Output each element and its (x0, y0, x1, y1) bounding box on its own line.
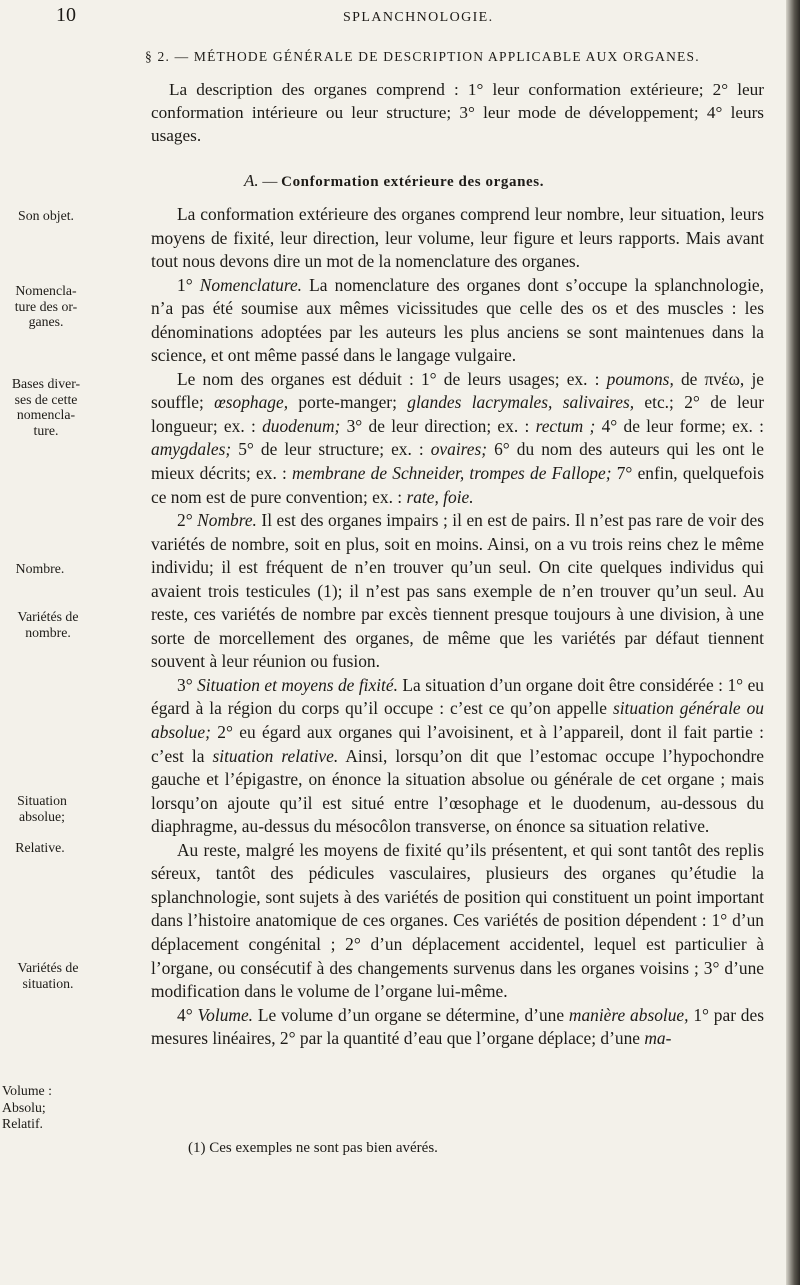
subsection-title: Conformation extérieure des organes. (281, 174, 545, 190)
margin-note-relative: Relative. (15, 840, 65, 855)
paragraph-volume: 4° Volume. Le volume d’un organe se détermine, d’une manière absolue, 1° par des mesures linéaires, 2° par la quantité d’eau que l’organe déplace; d’une ma- (151, 1004, 764, 1049)
margin-note-nomenclature: Nomencla- ture des or- ganes. (14, 283, 78, 329)
subsection-letter: A. (244, 171, 259, 190)
paragraph-situation: 3° Situation et moyens de fixité. La situation d’un organe doit être considérée : 1° eu égard à la région du corps qu’il occupe : c’est ce qu’on appelle situation générale ou absolue; 2° eu égard aux organes qui l’avoisinent, et à l’appareil, dont il fait partie : c’est la situation relative. Ainsi, lorsqu’on dit que l’estomac occupe l’hypochondre gauche et l’épigastre, on énonce la situation absolue ou générale de cet organe ; mais lorsqu’on ajoute qu’il est situé entre l’œsophage et le duodenum, au-dessous du diaphragme, au-dessus du mésocôlon transverse, on énonce sa situation relative. (151, 674, 765, 837)
paragraph-1: La conformation extérieure des organes comprend leur nombre, leur situation, leurs moyens de fixité, leur direction, leur volume, leur figure et leurs rapports. Mais avant tout nous devons dire un mot de la nomenclature des organes. (151, 204, 764, 272)
paragraph-bases: Le nom des organes est déduit : 1° de leurs usages; ex. : poumons, de πνέω, je souffle; œsophage, porte-manger; glandes lacrymales, salivaires, etc.; 2° de leur longueur; ex. : duodenum; 3° de leur direction; ex. : rectum ; 4° de leur forme; ex. : amygdales; 5° de leur structure; ex. : ovaires; 6° du nom des auteurs qui les ont le mieux décrits; ex. : membrane de Schneider, trompes de Fallope; 7° enfin, quelquefois ce nom est de pure convention; ex. : rate, foie. (151, 368, 764, 507)
page-edge-shadow (786, 0, 800, 1285)
margin-note-varietes-situation: Variétés de situation. (17, 960, 79, 991)
section-title: § 2. — MÉTHODE GÉNÉRALE DE DESCRIPTION APPLICABLE AUX ORGANES. (145, 49, 700, 64)
margin-note-bases: Bases diver- ses de cette nomencla- ture. (11, 376, 81, 438)
page-number: 10 (56, 4, 76, 26)
main-text (151, 203, 764, 1051)
subsection-heading (244, 171, 544, 191)
margin-note-objet: Son objet. (18, 208, 74, 223)
paragraph-varietes-position: Au reste, malgré les moyens de fixité qu’ils présentent, et qui sont tantôt des replis séreux, tantôt des pédicules vasculaires, plusieurs des organes qu’étudie la splanchnologie, sont sujets à des variétés de position qui constituent un point important dans l’histoire anatomique de ces organes. Ces variétés de position dépendent : 1° d’un déplacement congénital ; 2° d’un déplacement accidentel, lequel est particulier à l’organe, ou consécutif à des changements survenus dans les organes voisins ; 3° d’une modification dans le volume de l’organe lui-même. (151, 839, 764, 1002)
paragraph-nomenclature: 1° Nomenclature. La nomenclature des organes dont s’occupe la splanchnologie, n’a pas été soumise aux mêmes vicissitudes que celle des os et des muscles : les dénominations adoptées par les auteurs les plus anciens se sont maintenues dans la science, et ont même passé dans le langage vulgaire. (151, 274, 764, 366)
section-intro: La description des organes comprend : 1° leur conformation extérieure; 2° leur conformation intérieure ou leur structure; 3° leur mode de développement; 4° leurs usages. (151, 80, 764, 145)
footnote: (1) Ces exemples ne sont pas bien avérés. (188, 1140, 438, 1156)
running-title: SPLANCHNOLOGIE. (343, 10, 494, 25)
margin-note-situation-absolue: Situation absolue; (17, 793, 67, 824)
subsection-dash: — (258, 174, 282, 190)
paragraph-nombre: 2° Nombre. Il est des organes impairs ; il en est de pairs. Il n’est pas rare de voir des variétés de nombre, soit en plus, soit en moins. Ainsi, on a vu trois reins chez le même individu; il est fréquent de n’en trouver qu’un seul. On cite quelques individus qui avaient trois testicules (1); il n’est pas sans exemple de n’en trouver qu’un seul. Au reste, ces variétés de nombre par excès tiennent presque toujours à une division, à une sorte de morcellement des organes, de même que les variétés par défaut tiennent souvent à leur réunion ou fusion. (151, 510, 764, 672)
margin-notes (0, 0, 110, 1285)
margin-note-varietes-nombre: Variétés de nombre. (17, 609, 79, 640)
margin-note-nombre: Nombre. (15, 561, 65, 576)
margin-note-volume: Volume : Absolu; Relatif. (2, 1083, 52, 1131)
